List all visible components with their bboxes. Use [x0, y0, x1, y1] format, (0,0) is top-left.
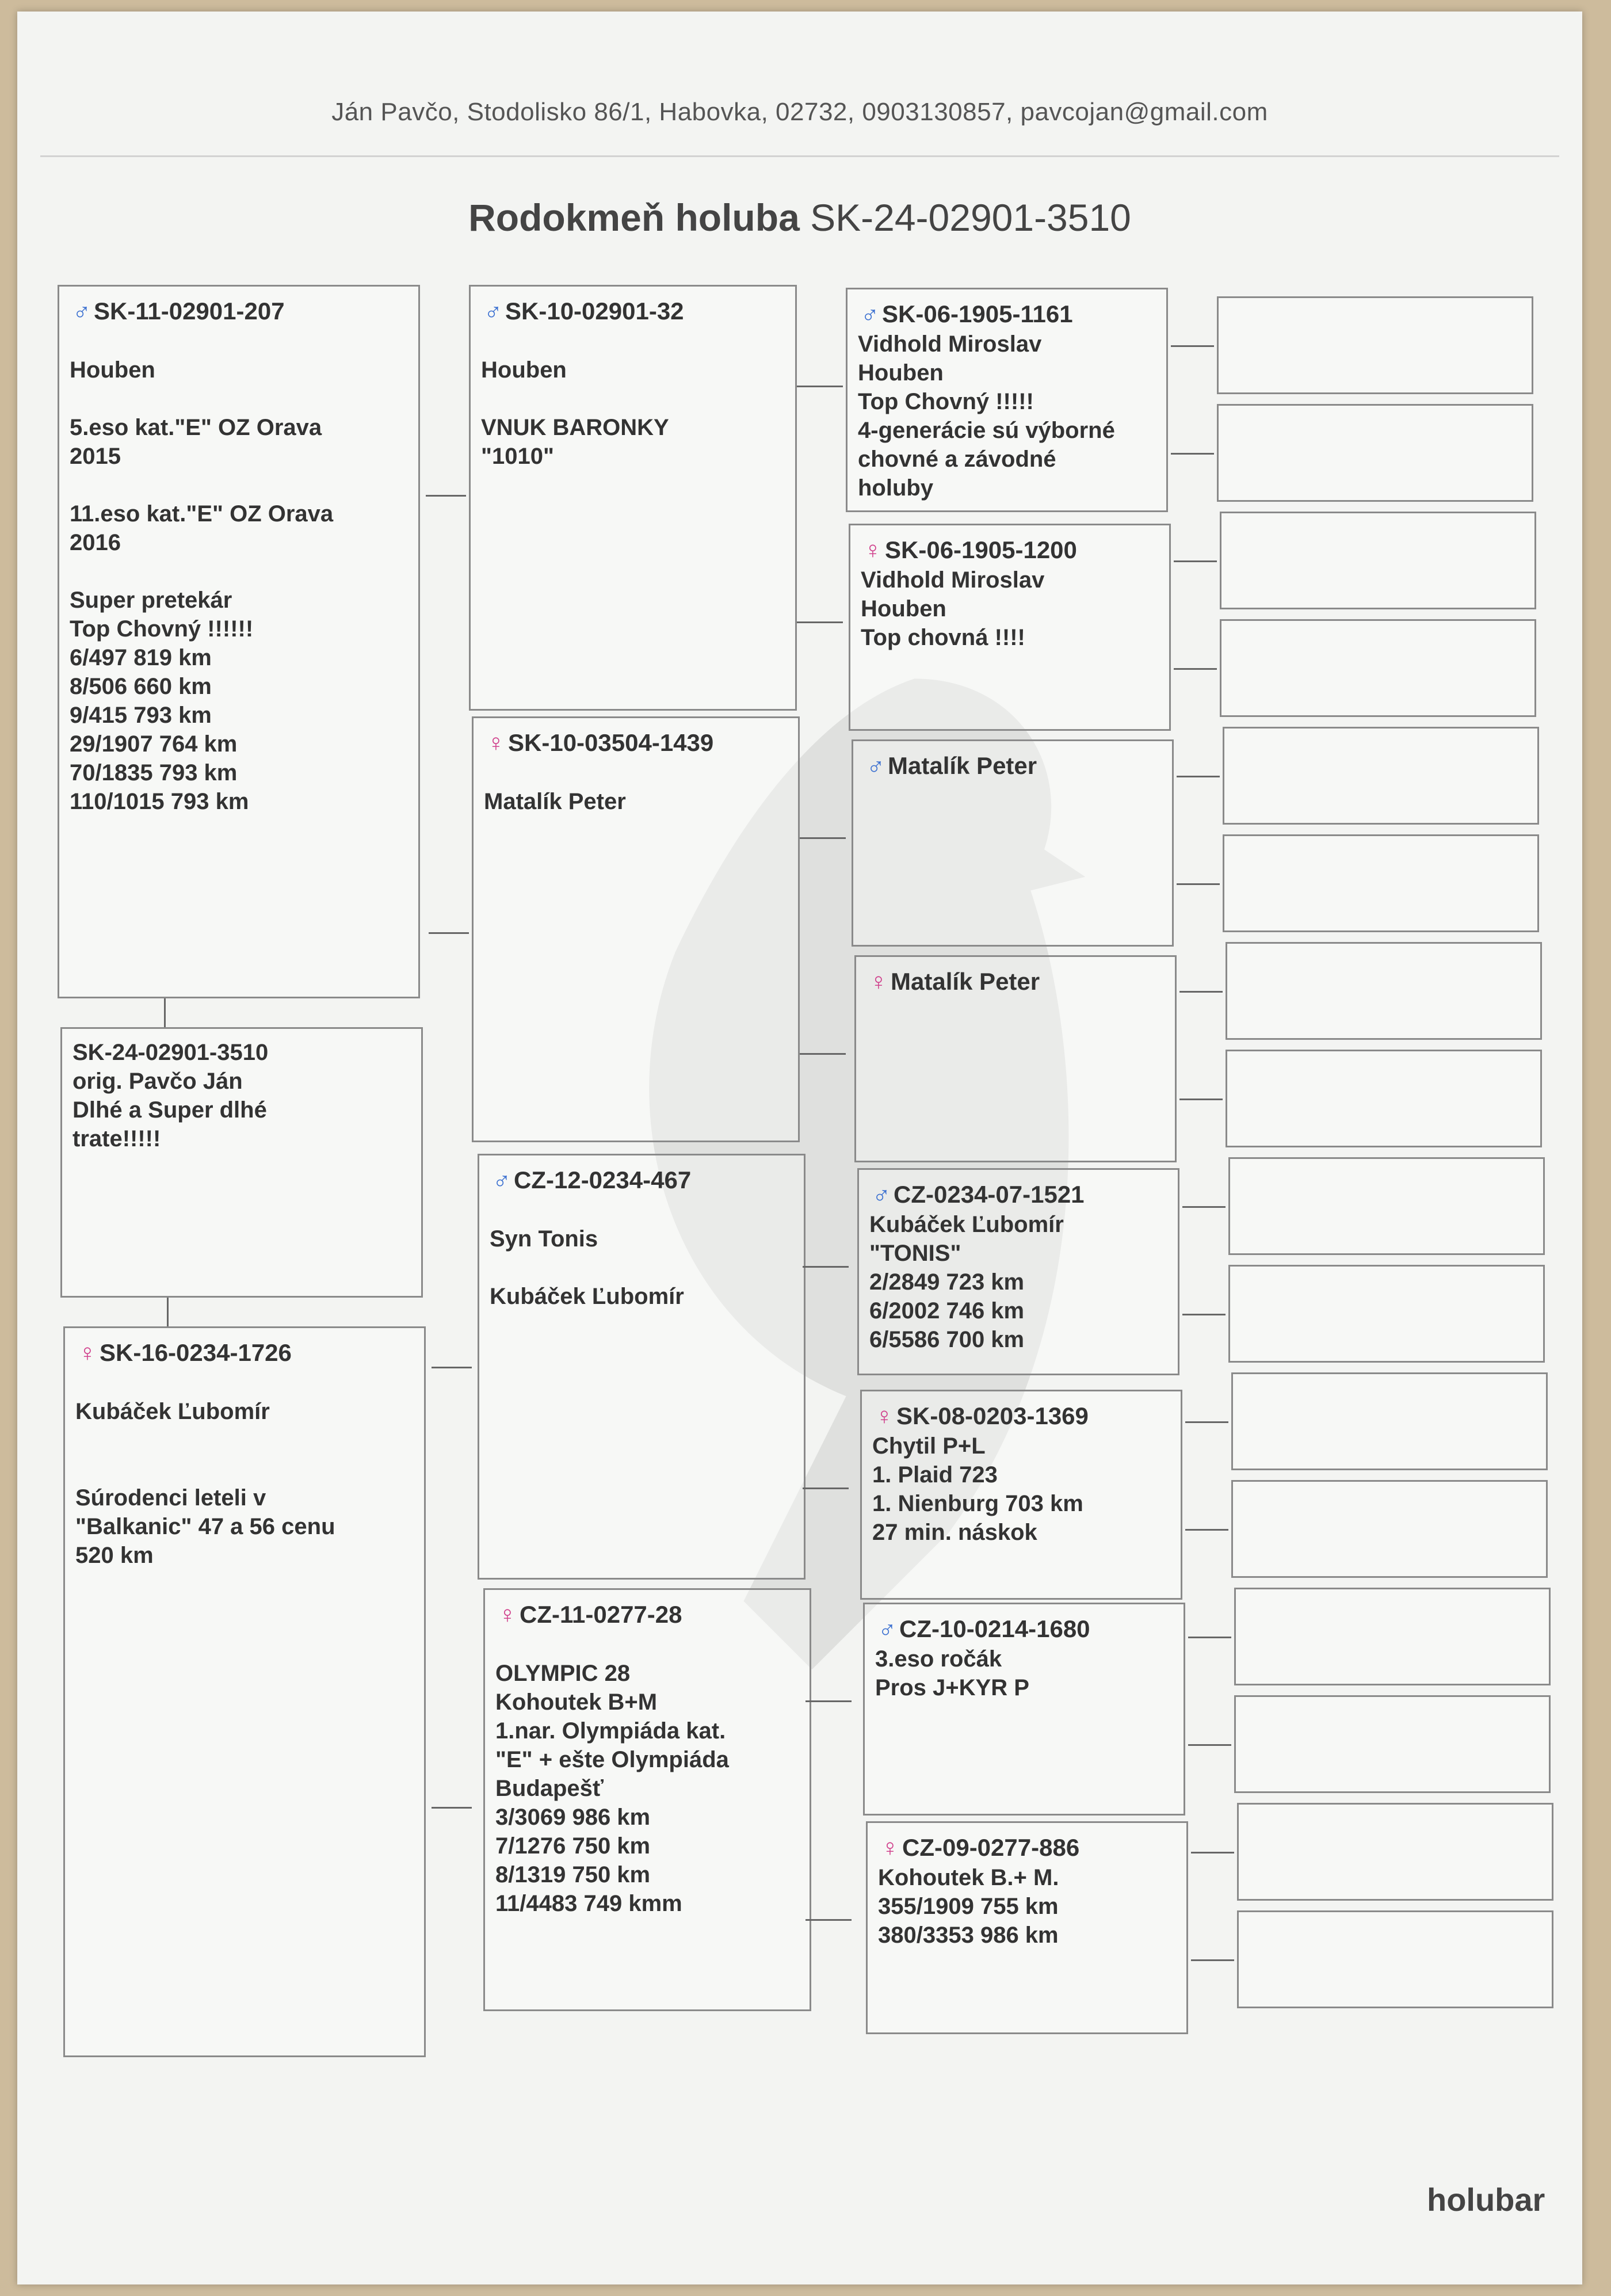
pedigree-details — [481, 327, 785, 471]
pedigree-text-line: Súrodenci leteli v — [75, 1485, 266, 1511]
connector-line — [426, 495, 466, 497]
connector-line — [806, 1919, 852, 1921]
pedigree-details — [878, 1863, 1176, 1950]
ring-number: CZ-12-0234-467 — [514, 1166, 692, 1193]
pedigree-text-line: Matalík Peter — [484, 789, 626, 814]
gen4-empty-box[interactable] — [1228, 1157, 1545, 1255]
ring-number: SK-08-0203-1369 — [896, 1402, 1089, 1429]
connector-line — [1191, 1959, 1234, 1961]
pedigree-text-line: Kubáček Ľubomír — [75, 1399, 270, 1424]
pedigree-text-line: 355/1909 755 km — [878, 1894, 1059, 1919]
connector-line — [1182, 1206, 1226, 1208]
connector-line — [1188, 1744, 1231, 1746]
gen3-box[interactable] — [852, 739, 1174, 947]
gen4-empty-box[interactable] — [1220, 619, 1536, 717]
connector-line — [1191, 1852, 1234, 1853]
female-icon: ♀ — [78, 1339, 97, 1366]
gen2-box[interactable] — [478, 1154, 806, 1580]
pedigree-text-line: 1. Nienburg 703 km — [872, 1491, 1083, 1516]
connector-line — [1179, 991, 1223, 993]
pedigree-details — [490, 1196, 793, 1311]
connector-line — [800, 837, 846, 839]
pedigree-text-line: Dlhé a Super dlhé — [72, 1097, 267, 1123]
pedigree-text-line: Top chovná !!!! — [861, 625, 1025, 650]
gen4-empty-box[interactable] — [1234, 1588, 1551, 1685]
ring-number: CZ-09-0277-886 — [902, 1834, 1080, 1861]
female-icon: ♀ — [875, 1402, 894, 1429]
spacer — [495, 1630, 799, 1659]
connector-line — [1179, 1099, 1223, 1100]
pedigree-text-line: holuby — [858, 475, 934, 501]
pedigree-text-line: 29/1907 764 km — [70, 731, 238, 757]
ring-number-line — [861, 535, 1159, 566]
pedigree-details — [872, 1432, 1170, 1547]
pedigree-details — [858, 330, 1156, 502]
connector-line — [1188, 1637, 1231, 1638]
male-icon: ♂ — [861, 300, 879, 327]
pedigree-text-line: Super pretekár — [70, 588, 232, 613]
gen4-empty-box[interactable] — [1223, 834, 1539, 932]
pedigree-details — [875, 1645, 1173, 1702]
pedigree-text-line: Top Chovný !!!!!! — [70, 616, 254, 642]
gen4-empty-box[interactable] — [1237, 1910, 1553, 2008]
gen4-empty-box[interactable] — [1220, 512, 1536, 609]
gen4-empty-box[interactable] — [1217, 296, 1533, 394]
dam-details — [75, 1368, 414, 1570]
connector-line — [1171, 345, 1214, 347]
pedigree-text-line: 27 min. náskok — [872, 1520, 1037, 1545]
gen4-empty-box[interactable] — [1234, 1695, 1551, 1793]
connector-line — [164, 998, 166, 1027]
ring-number-line — [864, 750, 1162, 781]
pedigree-text-line: Pros J+KYR P — [875, 1675, 1029, 1700]
spacer — [490, 1196, 793, 1225]
pedigree-text-line: Top Chovný !!!!! — [858, 389, 1034, 414]
gen4-empty-box[interactable] — [1226, 1050, 1542, 1147]
ring-number: SK-10-02901-32 — [505, 298, 684, 325]
connector-line — [1177, 883, 1220, 885]
ring-number-line — [481, 296, 785, 327]
dam-box[interactable] — [63, 1326, 426, 2057]
pedigree-details — [869, 1210, 1167, 1354]
pedigree-text-line: orig. Pavčo Ján — [72, 1069, 243, 1094]
pedigree-text-line: 9/415 793 km — [70, 703, 212, 728]
ring-number-line — [875, 1614, 1173, 1645]
ring-number: CZ-0234-07-1521 — [894, 1181, 1085, 1208]
male-icon: ♂ — [872, 1181, 891, 1208]
male-icon: ♂ — [878, 1615, 896, 1642]
spacer — [75, 1426, 414, 1455]
pedigree-text-line: 7/1276 750 km — [495, 1833, 651, 1859]
pedigree-text-line: 8/506 660 km — [70, 674, 212, 699]
pedigree-text-line: 6/5586 700 km — [869, 1327, 1025, 1352]
pedigree-text-line: 8/1319 750 km — [495, 1862, 651, 1887]
female-icon: ♀ — [487, 729, 505, 756]
pedigree-text-line: "TONIS" — [869, 1241, 961, 1266]
gen3-box[interactable] — [849, 524, 1171, 731]
pedigree-text-line: Kubáček Ľubomír — [869, 1212, 1064, 1237]
ring-number: CZ-11-0277-28 — [520, 1601, 682, 1628]
pedigree-text-line: 1.nar. Olympiáda kat. — [495, 1718, 726, 1744]
gen3-box[interactable] — [863, 1603, 1185, 1816]
gen3-box[interactable] — [846, 288, 1168, 512]
gen4-empty-box[interactable] — [1226, 942, 1542, 1040]
pedigree-text-line: "Balkanic" 47 a 56 cenu — [75, 1514, 335, 1539]
connector-line — [1174, 560, 1217, 562]
female-icon: ♀ — [864, 536, 882, 563]
ring-number: CZ-10-0214-1680 — [899, 1615, 1090, 1642]
pedigree-text-line: VNUK BARONKY — [481, 415, 669, 440]
ring-number-line — [858, 299, 1156, 330]
pedigree-text-line: 5.eso kat."E" OZ Orava — [70, 415, 322, 440]
spacer — [75, 1455, 414, 1483]
ring-number: SK-06-1905-1161 — [882, 300, 1073, 327]
gen3-box[interactable] — [857, 1168, 1179, 1375]
ring-number-line — [484, 727, 788, 758]
pedigree-details — [861, 566, 1159, 652]
pedigree-text-line: "1010" — [481, 444, 554, 469]
gen2-box[interactable] — [469, 285, 797, 711]
sire-ring: SK-11-02901-207 — [94, 298, 285, 325]
spacer — [481, 327, 785, 356]
pedigree-text-line: Syn Tonis — [490, 1226, 598, 1252]
connector-line — [1177, 776, 1220, 777]
holubar-logo: holubar — [1427, 2181, 1545, 2218]
pedigree-text-line: "E" + ešte Olympiáda — [495, 1747, 729, 1772]
connector-line — [1171, 453, 1214, 455]
pedigree-text-line: 11/4483 749 kmm — [495, 1891, 682, 1916]
pedigree-text-line: Vidhold Miroslav — [861, 567, 1045, 593]
pedigree-text-line: OLYMPIC 28 — [495, 1661, 631, 1686]
spacer — [70, 327, 408, 356]
pedigree-text-line: 3.eso ročák — [875, 1646, 1002, 1672]
subject-pigeon-box[interactable] — [60, 1027, 423, 1298]
pedigree-text-line: Kohoutek B+M — [495, 1689, 658, 1715]
pedigree-text-line: 3/3069 986 km — [495, 1805, 651, 1830]
ring-number: SK-06-1905-1200 — [885, 536, 1077, 563]
pedigree-text-line: chovné a závodné — [858, 447, 1056, 472]
title-text: Rodokmeň holuba — [468, 196, 800, 239]
connector-line — [797, 386, 843, 387]
gen4-empty-box[interactable] — [1223, 727, 1539, 825]
ring-number-line — [869, 1179, 1167, 1210]
connector-line — [1185, 1421, 1228, 1423]
ring-number-line — [490, 1165, 793, 1196]
pedigree-text-line: 1. Plaid 723 — [872, 1462, 998, 1488]
pedigree-text-line: 380/3353 986 km — [878, 1923, 1059, 1948]
connector-line — [797, 621, 843, 623]
connector-line — [803, 1266, 849, 1268]
male-icon: ♂ — [866, 752, 885, 779]
spacer — [481, 384, 785, 413]
pedigree-text-line: 4-generácie sú výborné — [858, 418, 1115, 443]
pedigree-text-line: 2/2849 723 km — [869, 1269, 1025, 1295]
connector-line — [803, 1488, 849, 1489]
gen3-box[interactable] — [854, 955, 1177, 1162]
pedigree-text-line: Houben — [481, 357, 567, 383]
pedigree-text-line: Vidhold Miroslav — [858, 331, 1042, 357]
pedigree-text-line: Budapešť — [495, 1776, 604, 1801]
pedigree-details — [484, 758, 788, 816]
connector-line — [429, 932, 469, 934]
ring-number: Matalík Peter — [888, 752, 1037, 779]
pedigree-text-line: SK-24-02901-3510 — [72, 1040, 269, 1065]
connector-line — [1174, 668, 1217, 670]
breeder-contact: Ján Pavčo, Stodolisko 86/1, Habovka, 02732, 0903130857, pavcojan@gmail.com — [331, 98, 1268, 126]
ring-number-line — [878, 1832, 1176, 1863]
connector-line — [800, 1053, 846, 1055]
connector-line — [1185, 1529, 1228, 1531]
gen4-empty-box[interactable] — [1228, 1265, 1545, 1363]
connector-line — [432, 1807, 472, 1809]
pedigree-text-line: 520 km — [75, 1543, 154, 1568]
pedigree-text-line: Kubáček Ľubomír — [490, 1284, 684, 1309]
pedigree-text-line: 70/1835 793 km — [70, 760, 238, 785]
connector-line — [167, 1298, 169, 1326]
spacer — [70, 471, 408, 499]
ring-number-line — [495, 1599, 799, 1630]
pedigree-text-line: Houben — [861, 596, 946, 621]
gen4-empty-box[interactable] — [1237, 1803, 1553, 1901]
pedigree-text-line: 110/1015 793 km — [70, 789, 249, 814]
sire-box[interactable] — [58, 285, 420, 998]
pedigree-details — [495, 1630, 799, 1918]
gen4-empty-box[interactable] — [1231, 1480, 1548, 1578]
title-ring-number: SK-24-02901-3510 — [810, 196, 1131, 239]
pedigree-text-line: Houben — [70, 357, 155, 383]
pedigree-text-line: 6/2002 746 km — [869, 1298, 1025, 1324]
pedigree-text-line: 2016 — [70, 530, 121, 555]
gen3-box[interactable] — [866, 1821, 1188, 2034]
gen2-box[interactable] — [483, 1588, 811, 2011]
subject-details — [72, 1038, 411, 1153]
ring-number-line — [866, 966, 1165, 997]
male-icon: ♂ — [493, 1166, 511, 1193]
connector-line — [432, 1367, 472, 1368]
pedigree-text-line: trate!!!!! — [72, 1126, 161, 1151]
male-icon: ♂ — [72, 298, 91, 325]
spacer — [75, 1368, 414, 1397]
pedigree-text-line: 2015 — [70, 444, 121, 469]
pedigree-text-line: 11.eso kat."E" OZ Orava — [70, 501, 334, 527]
spacer — [70, 384, 408, 413]
spacer — [70, 557, 408, 586]
connector-line — [1182, 1314, 1226, 1315]
connector-line — [806, 1700, 852, 1702]
ring-number: Matalík Peter — [891, 968, 1040, 995]
pedigree-text-line: Kohoutek B.+ M. — [878, 1865, 1059, 1890]
gen4-empty-box[interactable] — [1231, 1372, 1548, 1470]
ring-number: SK-10-03504-1439 — [508, 729, 714, 756]
pedigree-text-line: Houben — [858, 360, 944, 386]
female-icon: ♀ — [869, 968, 888, 995]
pedigree-sheet — [17, 12, 1582, 2284]
gen3-box[interactable] — [860, 1390, 1182, 1600]
page-title — [17, 196, 1582, 239]
gen2-box[interactable] — [472, 716, 800, 1142]
spacer — [490, 1253, 793, 1282]
pedigree-text-line: 6/497 819 km — [70, 645, 212, 670]
spacer — [484, 758, 788, 787]
gen4-empty-box[interactable] — [1217, 404, 1533, 502]
ring-number-line — [872, 1401, 1170, 1432]
header-divider — [40, 155, 1559, 157]
male-icon: ♂ — [484, 298, 502, 325]
female-icon: ♀ — [881, 1834, 899, 1861]
pedigree-text-line: Chytil P+L — [872, 1433, 986, 1459]
female-icon: ♀ — [498, 1601, 517, 1628]
dam-ring: SK-16-0234-1726 — [100, 1339, 292, 1366]
sire-details — [70, 327, 408, 816]
